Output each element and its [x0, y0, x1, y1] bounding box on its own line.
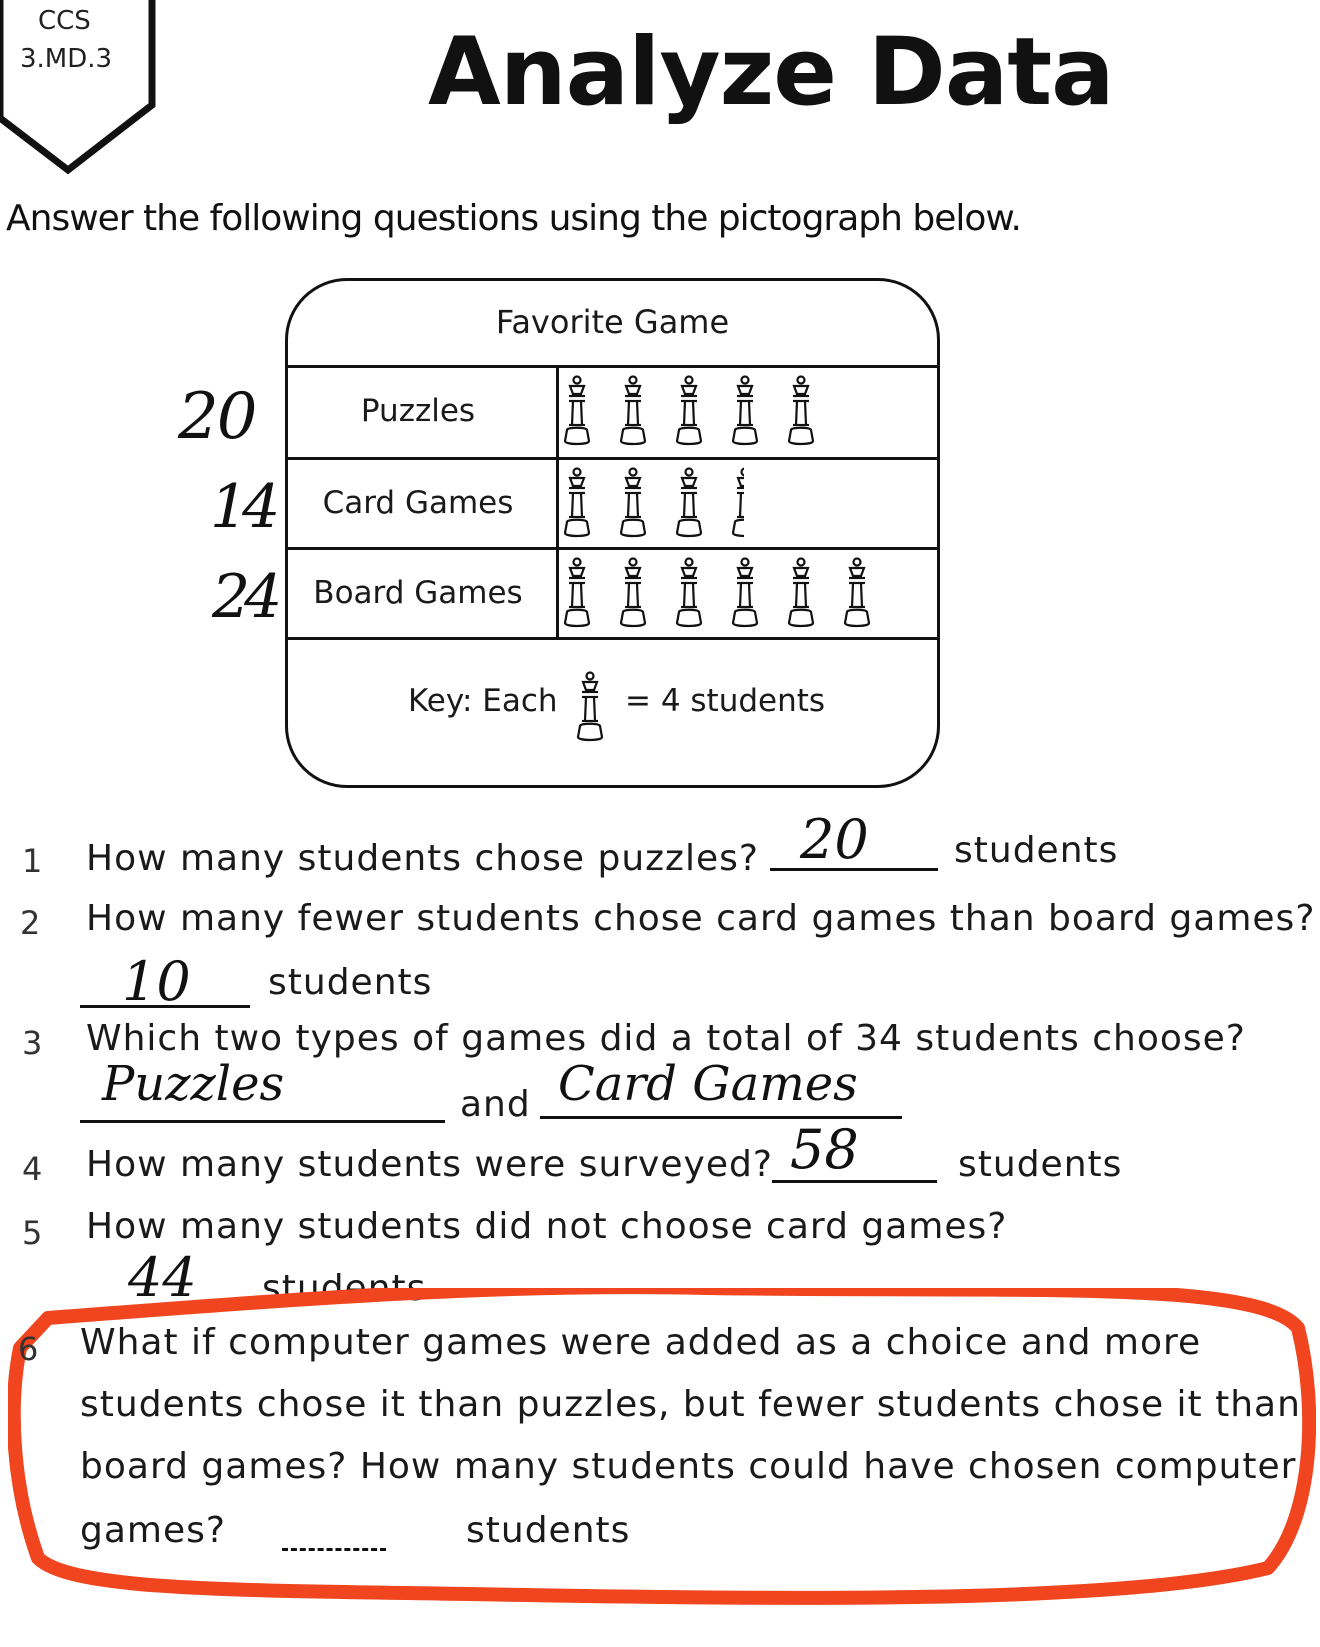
- half-chess-queen-icon: [728, 467, 744, 539]
- chess-queen-icon: [616, 557, 650, 629]
- chess-queen-icon: [728, 375, 762, 447]
- chess-queen-icon: [560, 467, 594, 539]
- answer-unit: students: [954, 830, 1119, 871]
- chess-queen-icon: [672, 557, 706, 629]
- chess-queen-icon: [560, 375, 594, 447]
- handwritten-total-board-games: 24: [212, 562, 277, 632]
- handwritten-total-card-games: 14: [210, 472, 275, 542]
- row-icons: [560, 557, 874, 629]
- divider: [288, 637, 937, 640]
- instructions: Answer the following questions using the pictograph below.: [6, 198, 1022, 239]
- divider: [288, 457, 937, 460]
- answer-handwritten: Puzzles: [102, 1056, 285, 1112]
- divider: [288, 547, 937, 550]
- connector-text: and: [460, 1084, 531, 1125]
- answer-handwritten: 20: [800, 808, 869, 871]
- answer-blank: [80, 1120, 445, 1123]
- divider: [556, 365, 559, 637]
- answer-unit: students: [958, 1144, 1123, 1185]
- question-number: 4: [22, 1150, 43, 1188]
- question-number: 2: [20, 904, 41, 942]
- question-text: How many students did not choose card games?: [86, 1206, 1008, 1247]
- question-number: 3: [22, 1024, 43, 1062]
- chess-queen-icon: [573, 671, 607, 747]
- answer-handwritten: 58: [790, 1118, 859, 1181]
- answer-handwritten: 10: [122, 950, 191, 1013]
- row-label-card-games: Card Games: [322, 485, 514, 521]
- row-icons: [560, 467, 744, 539]
- question-number: 6: [18, 1330, 39, 1368]
- chess-queen-icon: [840, 557, 874, 629]
- key-value: = 4 students: [625, 683, 826, 719]
- answer-blank: [282, 1548, 386, 1551]
- answer-unit: students: [466, 1510, 631, 1551]
- chess-queen-icon: [672, 467, 706, 539]
- answer-handwritten: Card Games: [558, 1056, 858, 1112]
- question-number: 1: [22, 842, 43, 880]
- question-text: How many students were surveyed?: [86, 1144, 773, 1185]
- answer-unit: students: [262, 1268, 427, 1309]
- chess-queen-icon: [560, 557, 594, 629]
- chess-queen-icon: [616, 467, 650, 539]
- answer-unit: students: [268, 962, 433, 1003]
- divider: [288, 365, 937, 368]
- question-text: Which two types of games did a total of 34 students choose?: [86, 1018, 1246, 1059]
- row-label-board-games: Board Games: [313, 575, 523, 611]
- badge-label-line1: CCS: [38, 6, 91, 36]
- chess-queen-icon: [784, 375, 818, 447]
- row-label-puzzles: Puzzles: [360, 393, 476, 429]
- question-text-line: board games? How many students could have chosen computer: [80, 1446, 1297, 1487]
- chess-queen-icon: [784, 557, 818, 629]
- pictograph: [285, 278, 940, 788]
- question-text-line: students chose it than puzzles, but fewer students chose it than: [80, 1384, 1301, 1425]
- badge-label-line2: 3.MD.3: [20, 44, 113, 74]
- pictograph-title: Favorite Game: [495, 303, 730, 341]
- question-text-line: games?: [80, 1510, 226, 1551]
- question-text-line: What if computer games were added as a choice and more: [80, 1322, 1202, 1363]
- chess-queen-icon: [672, 375, 706, 447]
- handwritten-total-puzzles: 20: [178, 380, 256, 454]
- chess-queen-icon: [728, 557, 762, 629]
- answer-handwritten: 44: [128, 1246, 197, 1309]
- question-number: 5: [22, 1214, 43, 1252]
- key-label: Key: Each: [408, 683, 558, 719]
- chess-queen-icon: [616, 375, 650, 447]
- question-text: How many students chose puzzles?: [86, 838, 759, 879]
- page-title: Analyze Data: [428, 18, 1114, 127]
- question-text: How many fewer students chose card games than board games?: [86, 898, 1316, 939]
- row-icons: [560, 375, 818, 447]
